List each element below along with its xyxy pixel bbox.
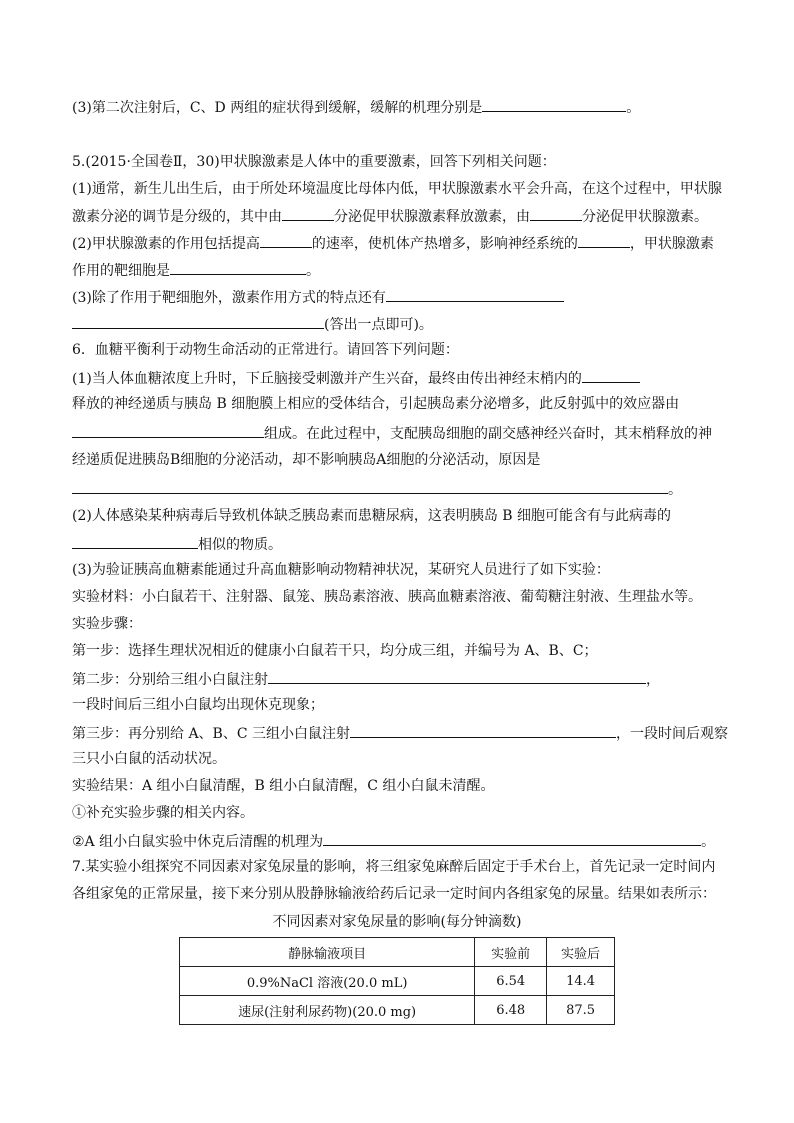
q7-line1: 7.某实验小组探究不同因素对家兔尿量的影响，将三组家兔麻醉后固定于手术台上，首先记录一定时间内	[72, 859, 716, 875]
q6-2-line1: (2)人体感染某种病毒后导致机体缺乏胰岛素而患糖尿病，这表明胰岛 B 细胞可能含有与此病毒的	[72, 508, 672, 524]
table-cell: 87.5	[547, 996, 615, 1025]
table-header-row	[180, 938, 615, 967]
step1-line: 第一步：选择生理状况相近的健康小白鼠若干只，均分成三组，并编号为 A、B、C；	[72, 643, 598, 659]
steps-title: 实验步骤：	[72, 616, 142, 632]
answer-blank[interactable]	[482, 97, 626, 112]
sub2-line: ②A 组小白鼠实验中休克后清醒的机理为 。	[72, 831, 715, 851]
answer-blank[interactable]	[323, 831, 701, 846]
q7-line2: 各组家兔的正常尿量，接下来分别从股静脉输液给药后记录一定时间内各组家兔的尿量。结果如表所示：	[72, 886, 716, 902]
materials-line: 实验材料：小白鼠若干、注射器、鼠笼、胰岛素溶液、胰高血糖素溶液、葡萄糖注射液、生理盐水等。	[72, 589, 702, 605]
q6-header: 6．血糖平衡利于动物生命活动的正常进行。请回答下列问题：	[72, 342, 459, 358]
q6-1-line4: 经递质促进胰岛B细胞的分泌活动，却不影响胰岛A细胞的分泌活动，原因是	[72, 452, 541, 468]
table-cell: 6.54	[475, 967, 547, 996]
table-header-cell: 实验后	[547, 938, 615, 967]
q6-2-line2: 相似的物质。	[72, 534, 282, 554]
table-header-cell: 静脉输液项目	[180, 938, 475, 967]
q6-1-line5: 。	[72, 479, 682, 499]
q6-1-line3: 组成。在此过程中，支配胰岛细胞的副交感神经兴奋时，其末梢释放的神	[72, 423, 712, 443]
sub1-line: ①补充实验步骤的相关内容。	[72, 805, 254, 821]
q6-1-line1: (1)当人体血糖浓度上升时，下丘脑接受刺激并产生兴奋，最终由传出神经末梢内的	[72, 368, 640, 388]
q4-3-text: (3)第二次注射后，C、D 两组的症状得到缓解，缓解的机理分别是	[72, 100, 483, 116]
table-cell: 速尿(注射利尿药物)(20.0 mg)	[180, 996, 475, 1025]
answer-blank[interactable]	[582, 368, 640, 383]
q6-3-line: (3)为验证胰高血糖素能通过升高血糖影响动物精神状况，某研究人员进行了如下实验：	[72, 562, 610, 578]
q5-3-line1: (3)除了作用于靶细胞外，激素作用方式的特点还有	[72, 287, 564, 307]
answer-blank[interactable]	[268, 669, 646, 684]
step2-line2: 一段时间后三组小白鼠均出现休克现象；	[72, 697, 324, 713]
q5-1-line2: 激素分泌的调节是分级的，其中由 分泌促甲状腺激素释放激素，由 分泌促甲状腺激素。	[72, 206, 708, 226]
answer-blank[interactable]	[72, 423, 264, 438]
step3-line2: 三只小白鼠的活动状况。	[72, 751, 226, 767]
table-row	[180, 996, 615, 1025]
table-row	[180, 967, 615, 996]
result-line: 实验结果：A 组小白鼠清醒，B 组小白鼠清醒，C 组小白鼠未清醒。	[72, 778, 495, 794]
answer-blank[interactable]	[72, 479, 668, 494]
q5-2-line2: 作用的靶细胞是 。	[72, 260, 320, 280]
answer-blank[interactable]	[170, 260, 306, 275]
q5-3-line2: (答出一点即可)。	[72, 314, 433, 334]
table-header-cell: 实验前	[475, 938, 547, 967]
answer-blank[interactable]	[386, 287, 564, 302]
table-cell: 14.4	[547, 967, 615, 996]
answer-blank[interactable]	[260, 233, 312, 248]
table-cell: 6.48	[475, 996, 547, 1025]
step2-line1: 第二步：分别给三组小白鼠注射 ，	[72, 669, 660, 689]
step3-line1: 第三步：再分别给 A、B、C 三组小白鼠注射 ，一段时间后观察	[72, 723, 728, 743]
table-cell: 0.9%NaCl 溶液(20.0 mL)	[180, 967, 475, 996]
answer-blank[interactable]	[578, 233, 630, 248]
q5-1-line1: (1)通常，新生儿出生后，由于所处环境温度比母体内低，甲状腺激素水平会升高，在这个过程中，甲状腺	[72, 181, 722, 197]
q6-1-line2: 释放的神经递质与胰岛 B 细胞膜上相应的受体结合，引起胰岛素分泌增多，此反射弧中的效应器由	[72, 396, 680, 412]
answer-blank[interactable]	[530, 206, 582, 221]
results-table	[179, 937, 615, 1025]
q5-2-line1: (2)甲状腺激素的作用包括提高 的速率，使机体产热增多，影响神经系统的 ，甲状腺激素	[72, 233, 714, 253]
q5-header: 5.(2015·全国卷Ⅱ，30)甲状腺激素是人体中的重要激素，回答下列相关问题：	[72, 154, 556, 170]
answer-blank[interactable]	[72, 314, 324, 329]
answer-blank[interactable]	[350, 723, 616, 738]
answer-blank[interactable]	[282, 206, 334, 221]
q4-3-line: (3)第二次注射后，C、D 两组的症状得到缓解，缓解的机理分别是 。	[72, 97, 640, 117]
table-caption: 不同因素对家兔尿量的影响(每分钟滴数)	[272, 914, 522, 930]
answer-blank[interactable]	[72, 534, 198, 549]
